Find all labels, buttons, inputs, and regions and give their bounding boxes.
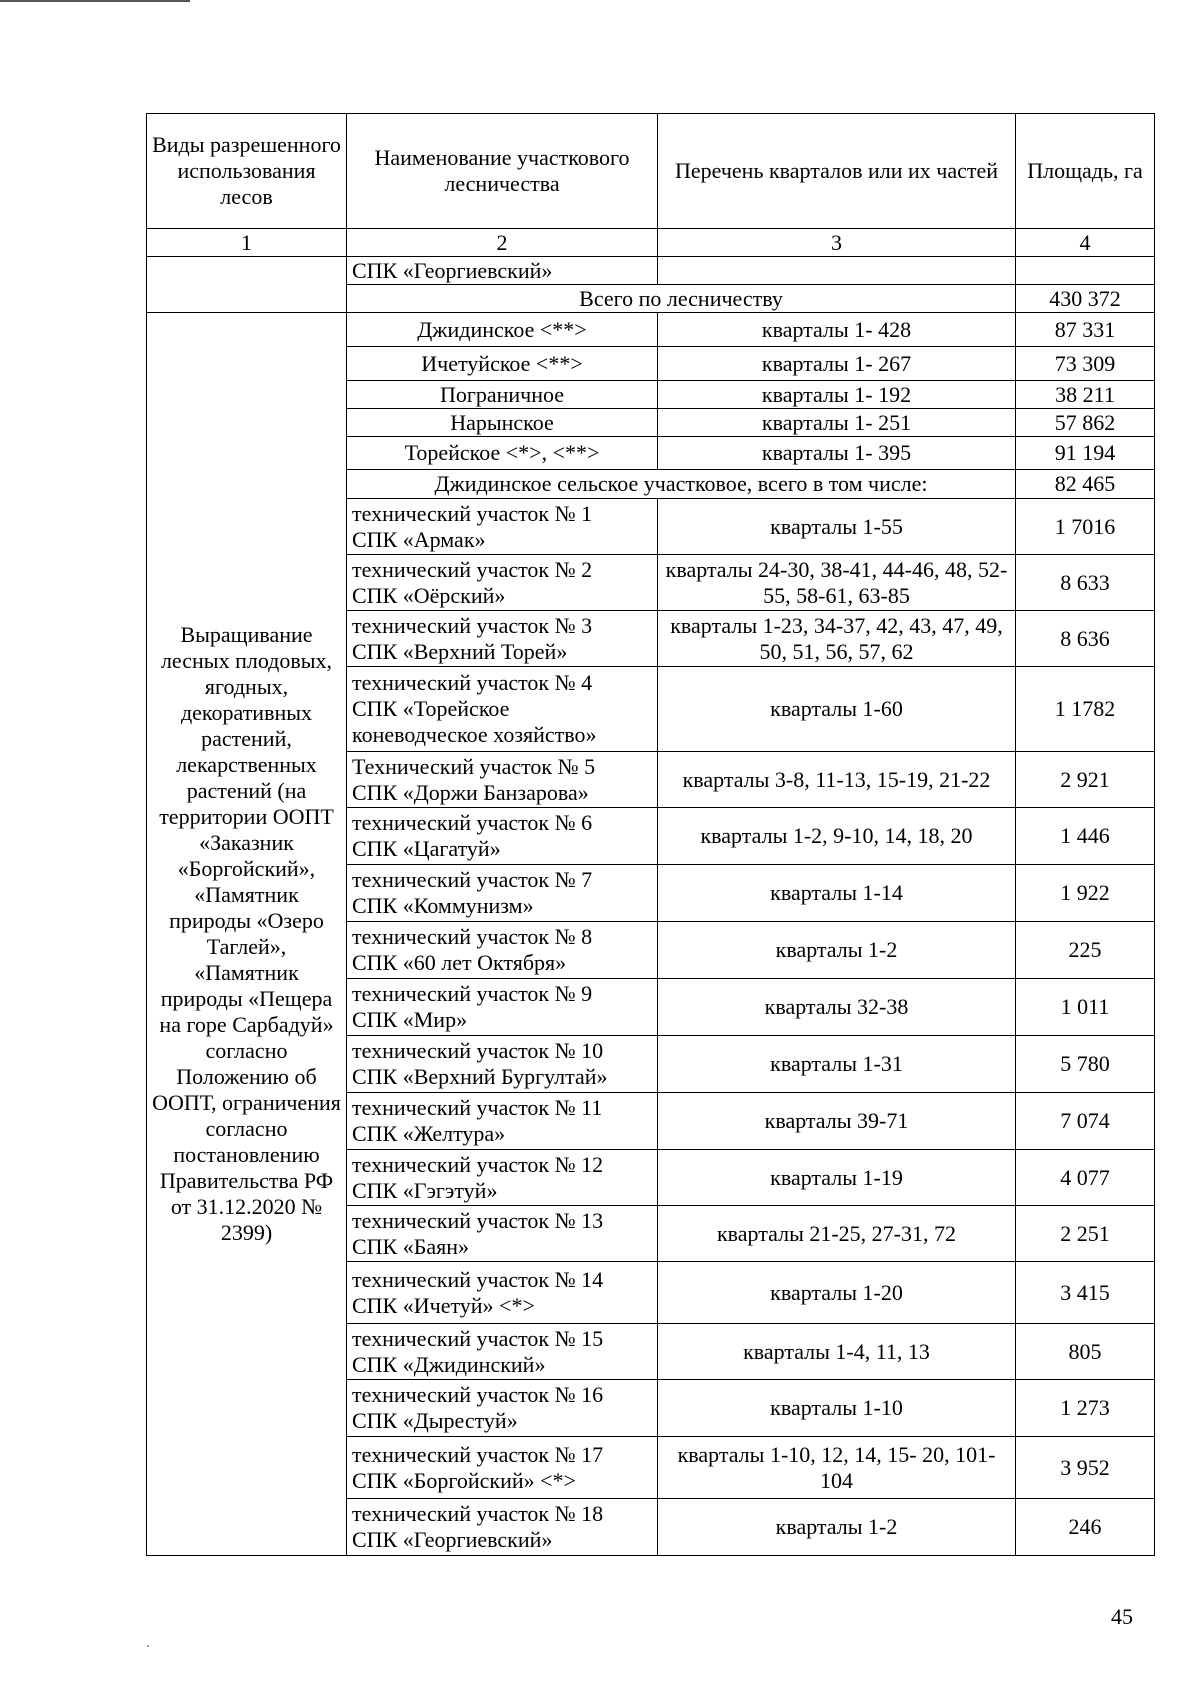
section-farm: СПК «Торейское [352,696,510,721]
section-farm: СПК «Баян» [352,1233,470,1259]
section-farm: СПК «Доржи Банзарова» [352,779,589,805]
section-number: технический участок № 13 [352,1207,604,1233]
section-farm: СПК «Цагатуй» [352,836,501,861]
quarters-cell: кварталы 39-71 [658,1093,1016,1150]
section-name [347,922,658,979]
section-name [347,865,658,922]
section-name [347,611,658,667]
quarters-cell: кварталы 1-23, 34-37, 42, 43, 47, 49, 50, 51, 56, 57, 62 [658,611,1016,667]
section-name [347,1262,658,1324]
section-number: технический участок № 10 [352,1038,604,1063]
section-farm: СПК «Коммунизм» [352,893,534,918]
empty-use-cell [147,257,347,313]
section-name [347,667,658,752]
section-farm: СПК «Армак» [352,526,486,552]
section-name [347,555,658,611]
section-number: технический участок № 15 [352,1325,604,1351]
section-farm: СПК «60 лет Октября» [352,950,567,975]
section-name [347,1380,658,1437]
section-number: технический участок № 7 [352,867,593,892]
column-number: 3 [658,229,1016,257]
section-farm: СПК «Джидинский» [352,1351,546,1377]
column-number: 4 [1016,229,1155,257]
section-name [347,979,658,1036]
section-number: технический участок № 1 [352,500,593,526]
use-type-cell: Выращивание лесных плодовых, ягодных, декоративных растений, лекарственных растений (на территории ООПТ «Заказник «Боргойский», «Памятник природы «Озеро Таглей», «Памятник природы «Пещера на горе Сарбадуй» согласно Положению об ООПТ, ограничения согласно постановлению Правительства РФ от 31.12.2020 № 2399) [147,313,347,1556]
section-number: технический участок № 8 [352,924,593,949]
forest-use-table [146,113,1155,1556]
quarters-cell: кварталы 1-4, 11, 13 [658,1324,1016,1380]
section-farm: СПК «Георгиевский» [352,1527,553,1552]
quarters-cell: кварталы 1-2 [658,1499,1016,1556]
forestry-total-label: Всего по лесничеству [347,285,1016,313]
section-farm: СПК «Желтура» [352,1121,506,1146]
quarters-cell: кварталы 1- 251 [658,409,1016,437]
section-number: технический участок № 14 [352,1266,604,1292]
quarters-cell: кварталы 1- 192 [658,381,1016,409]
quarters-cell: кварталы 3-8, 11-13, 15-19, 21-22 [658,752,1016,808]
quarters-cell: кварталы 1-2 [658,922,1016,979]
quarters-cell: кварталы 1- 267 [658,347,1016,381]
area-cell: 3 952 [1016,1437,1155,1499]
quarters-cell: кварталы 1-31 [658,1036,1016,1093]
area-cell: 4 077 [1016,1150,1155,1206]
section-number: технический участок № 3 [352,612,593,638]
scan-speck [147,1645,149,1647]
quarters-cell: кварталы 1-14 [658,865,1016,922]
section-farm: СПК «Мир» [352,1007,468,1032]
table-row [147,313,1155,347]
quarters-cell: кварталы 24-30, 38-41, 44-46, 48, 52-55, 58-61, 63-85 [658,555,1016,611]
section-farm: СПК «Ичетуй» <*> [352,1292,535,1318]
quarters-cell: кварталы 1-20 [658,1262,1016,1324]
quarters-cell: кварталы 21-25, 27-31, 72 [658,1206,1016,1262]
header-quarters: Перечень кварталов или их частей [658,114,1016,229]
area-cell: 1 011 [1016,979,1155,1036]
section-number: технический участок № 16 [352,1382,604,1407]
area-cell: 38 211 [1016,381,1155,409]
area-cell: 7 074 [1016,1093,1155,1150]
section-name [347,1093,658,1150]
empty-area-cell [1016,257,1155,285]
area-cell: 1 446 [1016,808,1155,865]
area-cell: 2 251 [1016,1206,1155,1262]
table-header [147,114,1155,257]
quarters-cell: кварталы 1- 428 [658,313,1016,347]
section-number: технический участок № 6 [352,810,593,835]
section-number: технический участок № 4 [352,670,593,695]
section-name [347,752,658,808]
area-cell: 57 862 [1016,409,1155,437]
continued-name: СПК «Георгиевский» [347,257,658,285]
area-cell: 91 194 [1016,437,1155,470]
section-number: технический участок № 18 [352,1501,604,1526]
column-number: 1 [147,229,347,257]
section-name [347,1324,658,1380]
section-name [347,1499,658,1556]
forestry-total-area: 430 372 [1016,285,1155,313]
area-cell: 8 633 [1016,555,1155,611]
area-cell: 1 1782 [1016,667,1155,752]
quarters-cell: кварталы 32-38 [658,979,1016,1036]
area-cell: 5 780 [1016,1036,1155,1093]
section-name [347,808,658,865]
table-body [147,257,1155,1556]
section-number: технический участок № 17 [352,1441,604,1467]
area-cell: 87 331 [1016,313,1155,347]
section-farm: СПК «Верхний Торей» [352,638,568,664]
forestry-name: Ичетуйское <**> [347,347,658,381]
page-number: 45 [1111,1604,1133,1629]
section-number: Технический участок № 5 [352,753,596,779]
section-name [347,1150,658,1206]
quarters-cell: кварталы 1- 395 [658,437,1016,470]
column-number: 2 [347,229,658,257]
section-farm: СПК «Верхний Бургултай» [352,1064,608,1089]
quarters-cell: кварталы 1-55 [658,499,1016,555]
area-cell: 73 309 [1016,347,1155,381]
forestry-name: Нарынское [347,409,658,437]
section-number: технический участок № 2 [352,556,593,582]
area-cell: 225 [1016,922,1155,979]
section-farm: СПК «Гэгэтуй» [352,1177,498,1203]
area-cell: 8 636 [1016,611,1155,667]
area-cell: 1 922 [1016,865,1155,922]
rural-total-area: 82 465 [1016,470,1155,499]
quarters-cell: кварталы 1-10 [658,1380,1016,1437]
header-use-type: Виды разрешенного использования лесов [147,114,347,229]
forestry-name: Торейское <*>, <**> [347,437,658,470]
section-number: технический участок № 11 [352,1095,603,1120]
scan-edge-mark [0,0,190,2]
section-farm: СПК «Дырестуй» [352,1408,518,1433]
forestry-name: Джидинское <**> [347,313,658,347]
quarters-cell: кварталы 1-2, 9-10, 14, 18, 20 [658,808,1016,865]
section-number: технический участок № 9 [352,981,593,1006]
forestry-name: Пограничное [347,381,658,409]
continued-row [147,257,1155,285]
area-cell: 1 7016 [1016,499,1155,555]
section-farm: СПК «Боргойский» <*> [352,1467,576,1493]
quarters-cell: кварталы 1-19 [658,1150,1016,1206]
rural-total-label: Джидинское сельское участковое, всего в том числе: [347,470,1016,499]
area-cell: 1 273 [1016,1380,1155,1437]
area-cell: 805 [1016,1324,1155,1380]
column-number-row [147,229,1155,257]
section-name [347,1437,658,1499]
section-farm: СПК «Оёрский» [352,582,506,608]
area-cell: 246 [1016,1499,1155,1556]
section-name [347,1036,658,1093]
section-name [347,1206,658,1262]
quarters-cell: кварталы 1-10, 12, 14, 15- 20, 101-104 [658,1437,1016,1499]
area-cell: 3 415 [1016,1262,1155,1324]
section-number: технический участок № 12 [352,1151,604,1177]
header-forestry-name: Наименование участкового лесничества [347,114,658,229]
quarters-cell: кварталы 1-60 [658,667,1016,752]
section-name [347,499,658,555]
section-farm-cont: коневодческое хозяйство» [352,722,597,747]
header-area: Площадь, га [1016,114,1155,229]
area-cell: 2 921 [1016,752,1155,808]
empty-quarters-cell [658,257,1016,285]
